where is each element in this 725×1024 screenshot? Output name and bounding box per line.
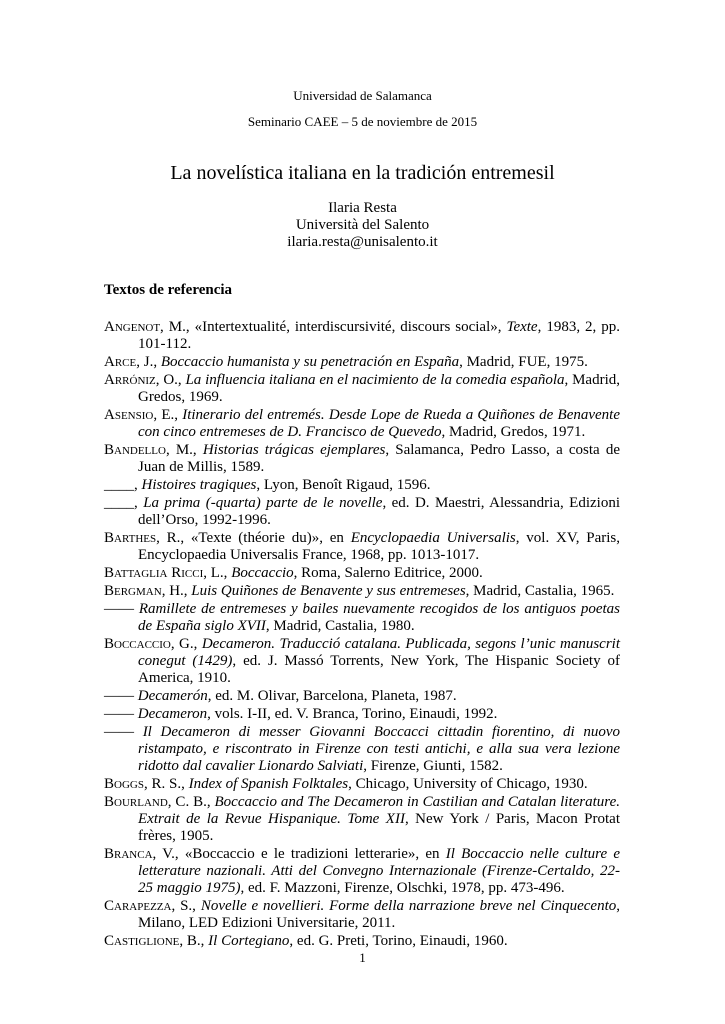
reference-details: , Madrid, Castalia, 1980. <box>265 618 415 634</box>
reference-author: Barthes <box>104 530 157 546</box>
reference-text: , R. S., <box>143 776 189 792</box>
university-header: Universidad de Salamanca <box>293 88 432 103</box>
reference-entry <box>104 601 620 635</box>
reference-title: Encyclopaedia Universalis <box>350 530 516 546</box>
reference-text: , V., «Boccaccio e le tradizioni letterarie», en <box>152 846 446 862</box>
reference-text: , J., <box>136 354 161 370</box>
reference-details: , Madrid, FUE, 1975. <box>459 354 588 370</box>
reference-title: Il Cortegiano <box>208 933 290 949</box>
reference-title: Novelle e novellieri. Forme della narrazione breve nel Cinquecento <box>200 898 617 914</box>
reference-title: Luis Quiñones de Benavente y sus entremeses <box>191 583 466 599</box>
reference-entry <box>104 688 620 705</box>
reference-text: , B., <box>179 933 209 949</box>
reference-author: Bourland <box>104 794 168 810</box>
reference-author: Asensio <box>104 407 154 423</box>
reference-details: , Madrid, Gredos, 1969. <box>138 372 620 405</box>
reference-entry <box>104 372 620 406</box>
reference-entry <box>104 530 620 564</box>
author-email: ilaria.resta@unisalento.it <box>287 234 438 250</box>
reference-title: Boccaccio <box>231 565 294 581</box>
reference-author: Boggs <box>104 776 144 792</box>
reference-author: Castiglione <box>104 933 180 949</box>
reference-text: —— <box>104 601 139 617</box>
reference-title: La influencia italiana en el nacimiento de la comedia española <box>185 372 565 388</box>
page-number: 1 <box>359 950 366 965</box>
reference-entry <box>104 477 620 494</box>
author-affiliation: Università del Salento <box>295 217 430 233</box>
reference-text: ____, <box>104 477 142 493</box>
reference-details: , ed. F. Mazzoni, Firenze, Olschki, 1978, pp. 473-496. <box>240 880 565 896</box>
reference-title: Histoires tragiques <box>141 477 257 493</box>
reference-text: , H., <box>161 583 192 599</box>
reference-entry <box>104 706 620 723</box>
seminar-header: Seminario CAEE – 5 de noviembre de 2015 <box>247 114 478 129</box>
reference-details: , Madrid, Castalia, 1965. <box>465 583 615 599</box>
reference-entry <box>104 794 620 845</box>
reference-entry <box>104 565 620 582</box>
reference-details: , ed. D. Maestri, Alessandria, Edizioni dell’Orso, 1992-1996. <box>138 495 620 528</box>
paper-title: La novelística italiana en la tradición entremesil <box>170 162 555 184</box>
reference-text: , M., «Intertextualité, interdiscursivité, discours social», <box>160 319 507 335</box>
reference-entry <box>104 776 620 793</box>
reference-details: , ed. M. Olivar, Barcelona, Planeta, 1987. <box>207 688 457 704</box>
author-name: Ilaria Resta <box>328 200 397 216</box>
reference-details: , Madrid, Gredos, 1971. <box>441 424 586 440</box>
reference-author: Bandello <box>104 442 166 458</box>
reference-title: Ramillete de entremeses y bailes nuevamente recogidos de los antiguos poetas de España siglo XVII <box>138 601 620 634</box>
reference-author: Arce <box>104 354 137 370</box>
reference-entry <box>104 442 620 476</box>
reference-title: Decameron <box>137 706 208 722</box>
reference-author: Bergman <box>104 583 162 599</box>
reference-text: , O., <box>155 372 186 388</box>
reference-details: , Chicago, University of Chicago, 1930. <box>348 776 588 792</box>
reference-details: , ed. J. Massó Torrents, New York, The Hispanic Society of America, 1910. <box>138 653 620 686</box>
reference-text: , S., <box>171 898 201 914</box>
reference-entry <box>104 495 620 529</box>
reference-entry <box>104 898 620 932</box>
reference-details: , Roma, Salerno Editrice, 2000. <box>293 565 483 581</box>
reference-entry <box>104 354 620 371</box>
reference-title: Itinerario del entremés. Desde Lope de Rueda a Quiñones de Benavente con cinco entremeses de D. Francisco de Quevedo <box>138 407 620 440</box>
reference-entry <box>104 846 620 897</box>
reference-title: Decamerón <box>137 688 208 704</box>
reference-author: Arróniz <box>104 372 156 388</box>
reference-text: , C. B., <box>167 794 215 810</box>
reference-text: ____, <box>104 495 144 511</box>
reference-text: —— <box>104 688 138 704</box>
reference-details: , Firenze, Giunti, 1582. <box>363 758 503 774</box>
reference-details: , Milano, LED Edizioni Universitarie, 2011. <box>138 898 621 931</box>
reference-author: Branca <box>104 846 153 862</box>
reference-text: , E., <box>153 407 183 423</box>
reference-author: Boccaccio <box>104 636 171 652</box>
reference-entry <box>104 583 620 600</box>
reference-title: Il Boccaccio nelle culture e letterature nazionali. Atti del Convegno Internazionale (Firenze-Certaldo, 22-25 maggio 1975) <box>138 846 620 896</box>
reference-details: , Salamanca, Pedro Lasso, a costa de Juan de Millis, 1589. <box>138 442 620 475</box>
reference-text: —— <box>104 706 138 722</box>
reference-title: Texte <box>506 319 538 335</box>
reference-details: , Lyon, Benoît Rigaud, 1596. <box>256 477 431 493</box>
reference-entry <box>104 319 620 353</box>
reference-title: Boccaccio and The Decameron in Castilian and Catalan literature. Extrait de la Revue Hispanique. Tome XII <box>138 794 620 827</box>
reference-title: Index of Spanish Folktales <box>188 776 349 792</box>
reference-details: , vol. XV, Paris, Encyclopaedia Universalis France, 1968, pp. 1013-1017. <box>138 530 620 563</box>
reference-entry <box>104 724 620 775</box>
reference-details: , New York / Paris, Macon Protat frères, 1905. <box>138 811 620 844</box>
reference-author: Angenot <box>104 319 161 335</box>
reference-entry <box>104 407 620 441</box>
reference-text: —— <box>104 724 143 740</box>
reference-text: , R., «Texte (théorie du)», en <box>156 530 351 546</box>
reference-entry <box>104 933 620 950</box>
reference-title: Historias trágicas ejemplares <box>202 442 386 458</box>
reference-details: , vols. I-II, ed. V. Branca, Torino, Einaudi, 1992. <box>207 706 498 722</box>
reference-title: Decameron. Traducció catalana. Publicada, segons l’unic manuscrit conegut (1429) <box>138 636 620 669</box>
reference-author: Battaglia Ricci <box>104 565 204 581</box>
reference-details: , ed. G. Preti, Torino, Einaudi, 1960. <box>289 933 508 949</box>
reference-title: La prima (-quarta) parte de le novelle <box>143 495 383 511</box>
section-heading: Textos de referencia <box>104 282 233 298</box>
reference-title: Boccaccio humanista y su penetración en España <box>160 354 460 370</box>
bibliography-list <box>104 319 620 951</box>
reference-title: Il Decameron di messer Giovanni Boccacci cittadin fiorentino, di nuovo ristampato, e riscontrato in Firenze con testi antichi, e alla sua vera lezione ridotto dal cavalier Lionardo Salviati <box>138 724 620 774</box>
reference-author: Carapezza <box>104 898 172 914</box>
reference-details: , 1983, 2, pp. 101-112. <box>138 319 621 352</box>
reference-entry <box>104 636 620 687</box>
reference-text: , L., <box>203 565 232 581</box>
reference-text: , G., <box>170 636 202 652</box>
reference-text: , M., <box>165 442 203 458</box>
